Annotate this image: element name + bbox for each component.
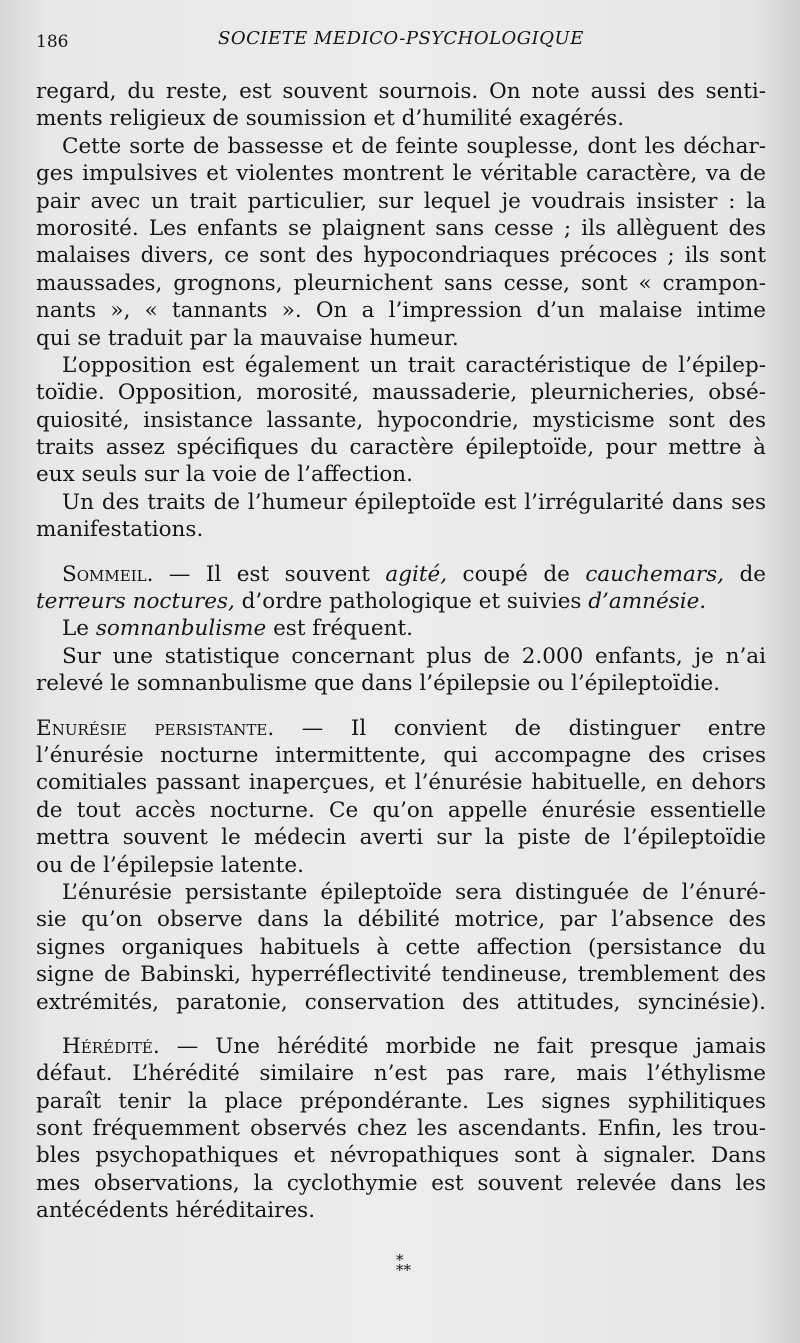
- text-run: — Il est souvent: [153, 561, 386, 587]
- italic-term: cauchemars,: [585, 561, 725, 587]
- text-line: signes organiques habituels à cette affection (persistance du: [36, 934, 766, 960]
- text-line: L’énurésie persistante épileptoïde sera distinguée de l’énuré-: [62, 879, 766, 905]
- section-heading-sommeil: Sommeil.: [62, 561, 154, 587]
- text-run: est fréquent.: [266, 616, 413, 642]
- section-gap: [36, 544, 766, 561]
- text-line: [36, 588, 766, 615]
- text-run: d’ordre pathologique et suivies: [234, 589, 589, 615]
- italic-term: agité,: [385, 561, 448, 587]
- text-run: — Une hérédité morbide ne fait presque jamais: [159, 1033, 766, 1059]
- text-line: nants », « tannants ». On a l’impression d’un malaise intime: [36, 298, 766, 324]
- page-header: [36, 28, 776, 58]
- text-line: relevé le somnanbulisme que dans l’épilepsie ou l’épileptoïdie.: [36, 671, 721, 697]
- text-line: malaises divers, ce sont des hypocondriaques précoces ; ils sont: [36, 243, 766, 269]
- running-head: SOCIETE MEDICO-PSYCHOLOGIQUE: [218, 28, 584, 49]
- body-text: [36, 78, 766, 1225]
- text-line: quiosité, insistance lassante, hypocondrie, mysticisme sont des: [36, 407, 766, 433]
- text-line: ments religieux de soumission et d’humilité exagérés.: [36, 106, 625, 132]
- italic-term: d’amnésie.: [588, 589, 707, 615]
- section-gap: [36, 1016, 766, 1033]
- text-line: de tout accès nocturne. Ce qu’on appelle énurésie essentielle: [36, 797, 766, 823]
- text-line: paraît tenir la place prépondérante. Les signes syphilitiques: [36, 1088, 766, 1114]
- page-number: 186: [36, 32, 69, 52]
- section-gap: [36, 698, 766, 715]
- asterism: * **: [396, 1251, 411, 1279]
- text-line: antécédents héréditaires.: [36, 1198, 316, 1224]
- text-line: Sur une statistique concernant plus de 2.000 enfants, je n’ai: [62, 643, 766, 669]
- section-end-ornament: [388, 1251, 428, 1285]
- text-line: eux seuls sur la voie de l’affection.: [36, 462, 413, 488]
- text-line: extrémités, paratonie, conservation des attitudes, syncinésie).: [36, 989, 766, 1015]
- text-run: de: [724, 561, 767, 587]
- text-line: qui se traduit par la mauvaise humeur.: [36, 325, 459, 351]
- text-line: toïdie. Opposition, morosité, maussaderie, pleurnicheries, obsé-: [36, 380, 766, 406]
- text-line: pair avec un trait particulier, sur lequel je voudrais insister : la: [36, 188, 766, 214]
- text-line: Un des traits de l’humeur épileptoïde est l’irrégularité dans ses: [62, 489, 766, 515]
- text-line: morosité. Les enfants se plaignent sans cesse ; ils allèguent des: [36, 215, 766, 241]
- text-line: défaut. L’hérédité similaire n’est pas rare, mais l’éthylisme: [36, 1061, 766, 1087]
- text-run: Le: [62, 616, 96, 642]
- text-line: mes observations, la cyclothymie est souvent relevée dans les: [36, 1170, 766, 1196]
- text-line: traits assez spécifiques du caractère épileptoïde, pour mettre à: [36, 435, 766, 461]
- text-line: mettra souvent le médecin averti sur la piste de l’épileptoïdie: [36, 825, 766, 851]
- section-heading-heredite: Hérédité.: [62, 1033, 160, 1059]
- text-line: [36, 1033, 766, 1060]
- text-line: [36, 561, 766, 588]
- text-run: coupé de: [447, 561, 586, 587]
- text-line: L’opposition est également un trait caractéristique de l’épilep-: [62, 352, 766, 378]
- text-line: manifestations.: [36, 517, 204, 543]
- text-line: ges impulsives et violentes montrent le véritable caractère, va de: [36, 161, 766, 187]
- italic-term: somnanbulisme: [95, 616, 267, 642]
- text-line: bles psychopathiques et névropathiques sont à signaler. Dans: [36, 1143, 766, 1169]
- text-line: maussades, grognons, pleurnichent sans cesse, sont « crampon-: [36, 270, 766, 296]
- text-line: Cette sorte de bassesse et de feinte souplesse, dont les déchar-: [62, 133, 766, 159]
- text-run: — Il convient de distinguer entre: [274, 715, 766, 741]
- text-line: comitiales passant inaperçues, et l’énurésie habituelle, en dehors: [36, 770, 766, 796]
- section-heading-enuresie: Enurésie persistante.: [36, 715, 275, 741]
- text-line: signe de Babinski, hyperréflectivité tendineuse, tremblement des: [36, 962, 766, 988]
- text-line: [36, 715, 766, 742]
- text-line: sie qu’on observe dans la débilité motrice, par l’absence des: [36, 907, 766, 933]
- text-line: ou de l’épilepsie latente.: [36, 852, 304, 878]
- italic-term: terreurs noctures,: [36, 589, 235, 615]
- text-line: sont fréquemment observés chez les ascendants. Enfin, les trou-: [36, 1116, 766, 1142]
- text-line: [36, 615, 766, 642]
- text-line: l’énurésie nocturne intermittente, qui accompagne des crises: [36, 742, 766, 768]
- text-line: regard, du reste, est souvent sournois. On note aussi des senti-: [36, 79, 766, 104]
